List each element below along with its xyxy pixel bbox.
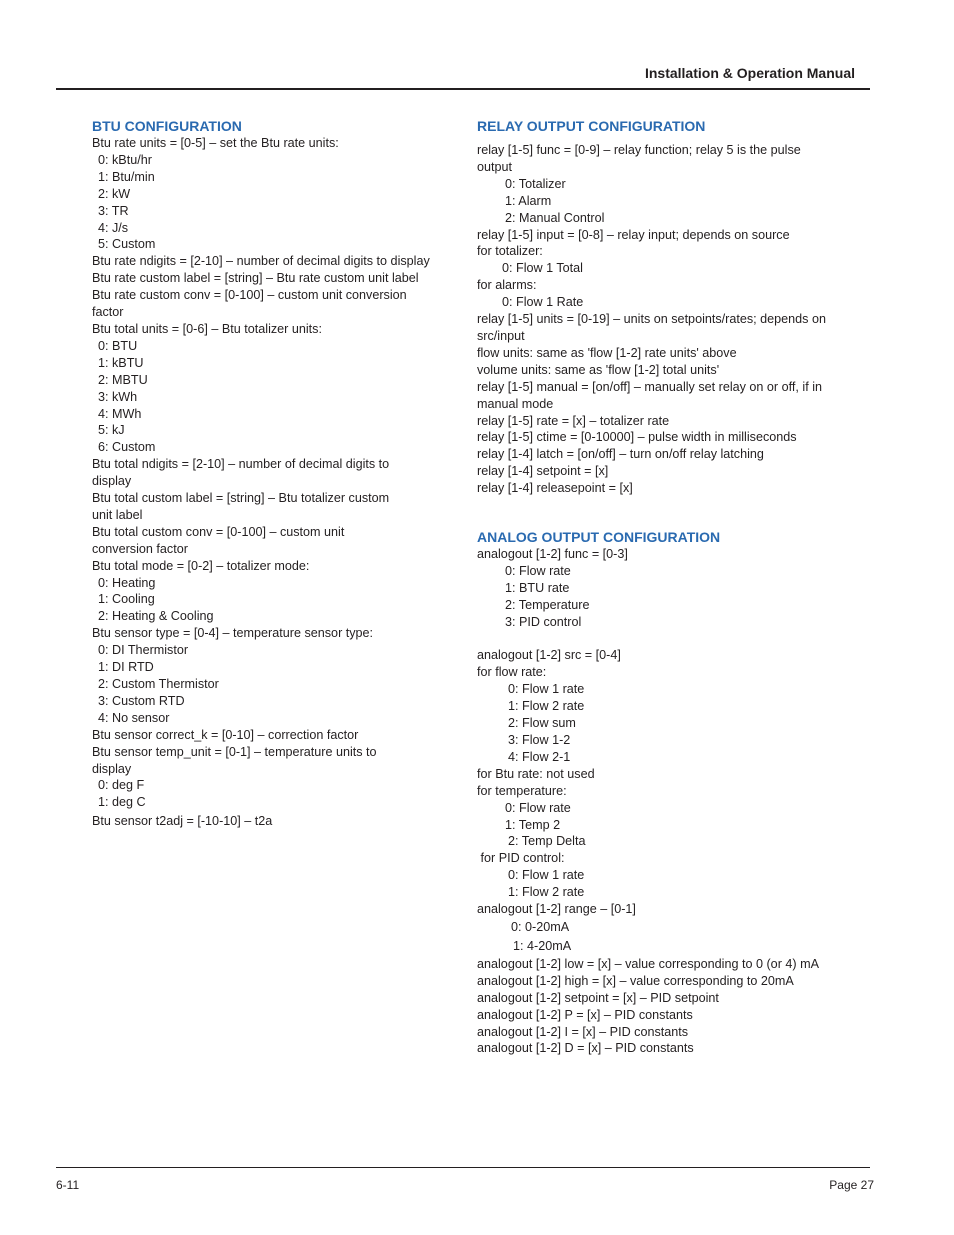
option-line: 2: Custom Thermistor [98,677,219,691]
text-line: analogout [1-2] setpoint = [x] – PID setpoint [477,990,719,1005]
text-line: Btu rate custom conv = [0-100] – custom unit conversion [92,288,407,303]
footer-rule [56,1167,870,1168]
option-line: 4: MWh [98,406,142,421]
option-line: 1: Cooling [98,592,155,607]
option-line: 0: Flow 1 rate [508,868,585,883]
text-line: Btu total custom label = [string] – Btu totalizer custom [92,491,390,506]
page-number: Page 27 [829,1178,874,1192]
text-line: analogout [1-2] I = [x] – PID constants [477,1024,689,1039]
option-line: 0: Flow rate [505,800,571,815]
option-line: 1: deg C [98,795,146,810]
text-line: Btu total units = [0-6] – Btu totalizer units: [92,321,322,336]
option-line: 2: kW [98,186,131,201]
option-line: 1: 4-20mA [513,938,572,953]
text-line: relay [1-4] setpoint = [x] [477,464,609,479]
text-line: analogout [1-2] range – [0-1] [477,902,636,917]
option-line: 2: Flow sum [508,716,576,731]
text-line: analogout [1-2] D = [x] – PID constants [477,1041,694,1056]
option-line: 0: Flow 1 Total [502,261,583,276]
spacer [477,497,857,529]
option-line: 2: Temperature [505,597,590,612]
text-line: conversion factor [92,541,188,556]
option-line: 5: Custom [98,237,156,252]
btu-configuration-section [92,118,462,830]
text-line: for alarms: [477,278,537,293]
option-line: 1: DI RTD [98,660,154,675]
section-heading-relay: RELAY OUTPUT CONFIGURATION [477,118,706,134]
text-line: for totalizer: [477,244,543,259]
text-line: for temperature: [477,783,567,798]
text-line: relay [1-4] releasepoint = [x] [477,481,633,496]
option-line: 1: Alarm [505,193,552,208]
option-line: 3: TR [98,203,129,218]
option-line: 2: Manual Control [505,210,605,225]
option-line: 0: Heating [98,575,156,590]
option-line: 0: Totalizer [505,176,566,191]
text-line: Btu sensor temp_unit = [0-1] – temperature units to [92,744,377,759]
text-line: output [477,159,513,174]
text-line: flow units: same as 'flow [1-2] rate units' above [477,345,737,360]
text-line: volume units: same as 'flow [1-2] total units' [477,362,720,377]
option-line: 0: 0-20mA [511,919,570,934]
option-line: 0: deg F [98,778,145,793]
relay-and-analog-section [477,118,857,1057]
option-line: 0: Flow rate [505,563,571,578]
option-line: 1: kBTU [98,355,144,370]
text-line: analogout [1-2] src = [0-4] [477,648,621,663]
option-line: 1: Flow 2 rate [508,699,585,714]
text-line: src/input [477,328,525,343]
section-heading-btu: BTU CONFIGURATION [92,118,242,134]
option-line: 3: kWh [98,389,138,404]
option-line: 0: BTU [98,338,138,353]
option-line: 1: BTU rate [505,580,570,595]
option-line: 6: Custom [98,440,156,455]
spacer [477,135,857,142]
option-line: 2: Heating & Cooling [98,609,214,624]
text-line: display [92,474,132,489]
text-line: Btu sensor correct_k = [0-10] – correction factor [92,727,359,742]
text-line: relay [1-5] manual = [on/off] – manually set relay on or off, if in [477,379,822,394]
text-line: relay [1-5] ctime = [0-10000] – pulse width in milliseconds [477,430,797,445]
text-line: Btu sensor type = [0-4] – temperature sensor type: [92,626,374,641]
text-line: for flow rate: [477,665,547,680]
text-line: Btu total ndigits = [2-10] – number of decimal digits to [92,457,390,472]
text-line: analogout [1-2] func = [0-3] [477,547,628,562]
option-line: 1: Temp 2 [505,817,561,832]
text-line: relay [1-4] latch = [on/off] – turn on/off relay latching [477,447,764,462]
text-line: relay [1-5] input = [0-8] – relay input; depends on source [477,227,790,242]
text-line: unit label [92,507,143,522]
option-line: 2: MBTU [98,372,148,387]
option-line: 3: PID control [505,614,582,629]
text-line: display [92,761,132,776]
text-line: manual mode [477,396,554,411]
text-line: Btu rate units = [0-5] – set the Btu rate units: [92,136,339,150]
option-line: 3: Custom RTD [98,693,185,708]
header-rule [56,88,870,90]
section-heading-analog: ANALOG OUTPUT CONFIGURATION [477,529,721,546]
option-line: 0: kBtu/hr [98,152,152,167]
text-line: Btu sensor t2adj = [-10-10] – t2a [92,814,273,829]
option-line: 0: Flow 1 Rate [502,295,584,310]
text-line: Btu total mode = [0-2] – totalizer mode: [92,558,310,573]
text-line: factor [92,305,124,320]
text-line: Btu rate custom label = [string] – Btu rate custom unit label [92,271,419,286]
text-line: for PID control: [477,851,565,866]
section-number: 6-11 [56,1178,80,1192]
option-line: 0: Flow 1 rate [508,682,585,697]
option-line: 2: Temp Delta [508,834,586,849]
text-line: for Btu rate: not used [477,766,595,781]
text-line: analogout [1-2] low = [x] – value corresponding to 0 (or 4) mA [477,956,819,971]
text-line: analogout [1-2] P = [x] – PID constants [477,1007,693,1022]
spacer [477,631,857,648]
option-line: 3: Flow 1-2 [508,732,571,747]
text-line: relay [1-5] units = [0-19] – units on setpoints/rates; depends on [477,312,826,327]
option-line: 1: Btu/min [98,169,155,184]
option-line: 0: DI Thermistor [98,643,189,658]
text-line: Btu total custom conv = [0-100] – custom unit [92,524,345,539]
option-line: 4: No sensor [98,710,170,725]
option-line: 4: Flow 2-1 [508,749,571,764]
manual-title: Installation & Operation Manual [644,65,855,81]
text-line: relay [1-5] func = [0-9] – relay function; relay 5 is the pulse [477,143,801,157]
option-line: 1: Flow 2 rate [508,885,585,900]
option-line: 4: J/s [98,220,129,235]
option-line: 5: kJ [98,423,125,438]
text-line: Btu rate ndigits = [2-10] – number of decimal digits to display [92,254,430,269]
text-line: analogout [1-2] high = [x] – value corresponding to 20mA [477,973,794,988]
text-line: relay [1-5] rate = [x] – totalizer rate [477,413,670,428]
